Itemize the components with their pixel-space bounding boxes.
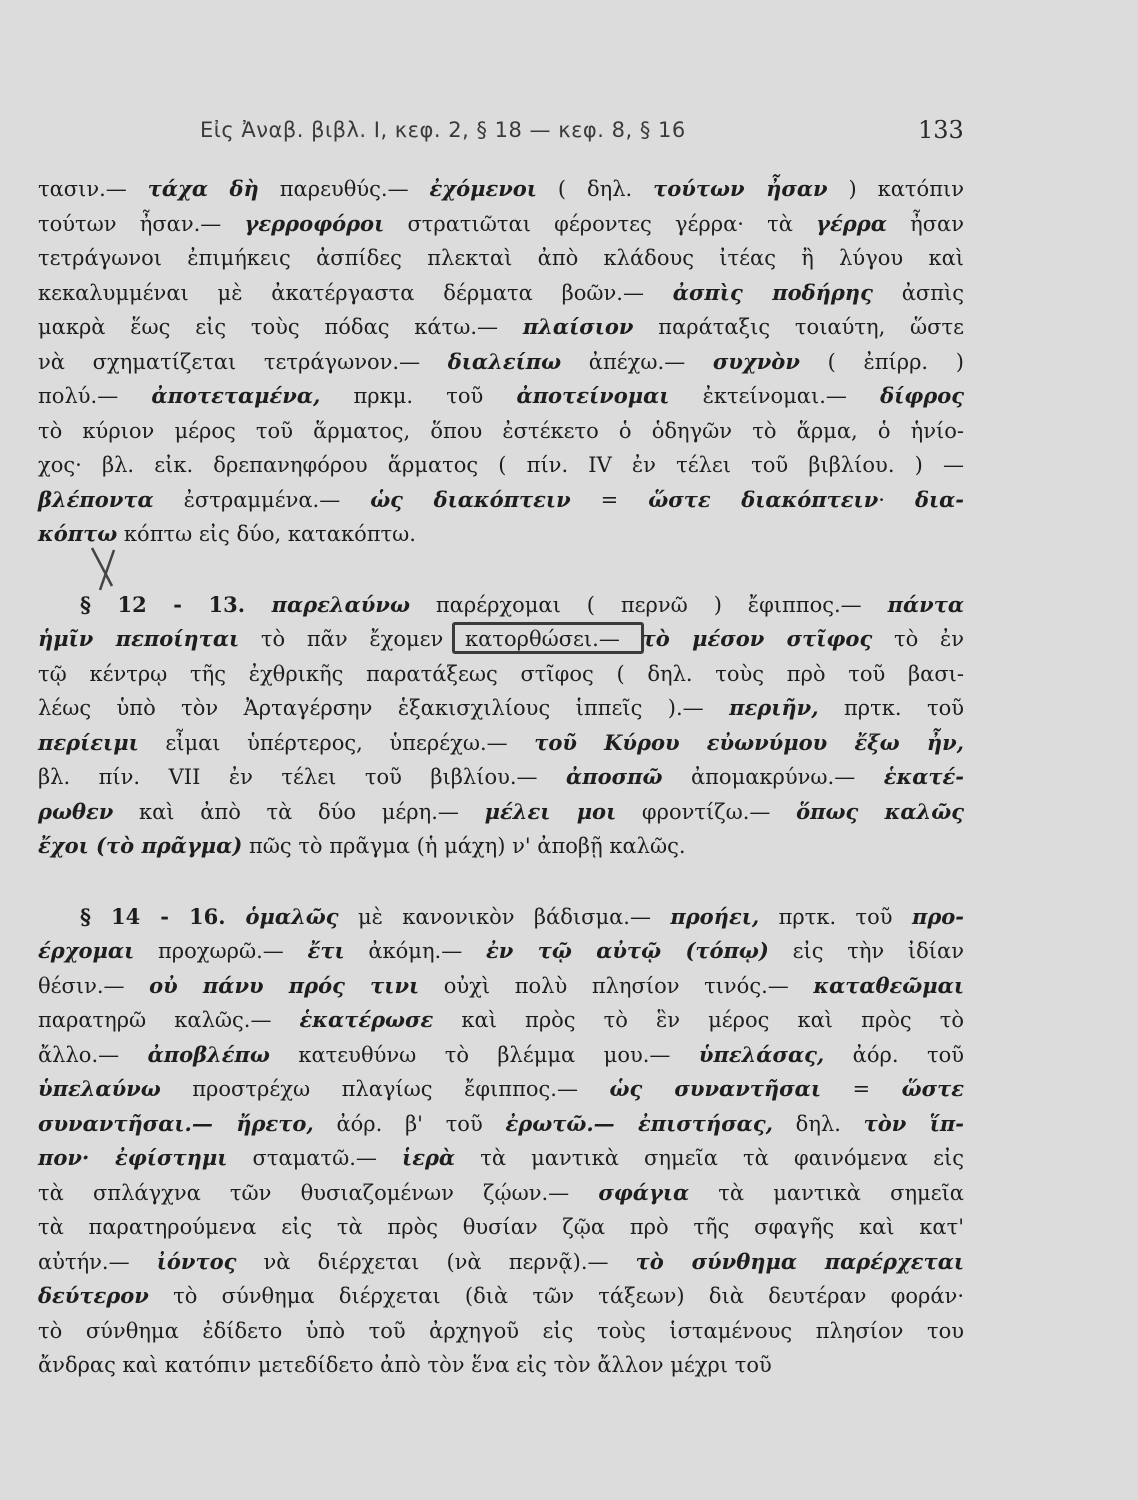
gloss-text: τούτων ἦσαν.— bbox=[38, 211, 245, 236]
gloss-text: εἰς τὴν ἰδίαν bbox=[768, 939, 964, 963]
gloss-text: στρατιῶται φέροντες γέρρα· τὰ bbox=[384, 211, 817, 236]
text-line bbox=[38, 517, 964, 552]
headword: ὥστε διακόπτειν bbox=[648, 486, 879, 512]
text-line bbox=[38, 1107, 964, 1142]
headword: πον· ἐφίστημι bbox=[38, 1145, 228, 1170]
gloss-text: ἄνδρας καὶ κατόπιν μετεδίδετο ἀπὸ τὸν ἕνα εἰς τὸν ἄλλον μέχρι τοῦ bbox=[38, 1353, 772, 1377]
headword: περίειμι bbox=[38, 729, 139, 755]
headword: πλαίσιον bbox=[522, 314, 634, 339]
gloss-text: φροντίζω.— bbox=[616, 799, 797, 824]
headword: ἑκατέ- bbox=[883, 764, 964, 789]
headword: ὁμαλῶς bbox=[245, 903, 339, 929]
gloss-text: τὰ μαντικὰ σημεῖα τὰ φαινόμενα εἰς bbox=[455, 1146, 964, 1170]
text-line bbox=[38, 276, 964, 311]
handwritten-strike-box bbox=[452, 622, 644, 654]
headword: ὡς διακόπτειν bbox=[370, 486, 571, 512]
headword: οὐ πάνυ πρός τινι bbox=[149, 972, 420, 998]
text-line bbox=[38, 969, 964, 1004]
headword: ἰόντος bbox=[156, 1248, 237, 1274]
headword: τὸ μέσον στῖφος bbox=[641, 626, 873, 651]
gloss-text: ἐστραμμένα.— bbox=[153, 487, 371, 512]
gloss-text: νὰ σχηματίζεται τετράγωνον.— bbox=[38, 349, 448, 374]
headword: δεύτερον bbox=[38, 1283, 149, 1308]
text-line bbox=[38, 1314, 964, 1349]
gloss-text: ἦσαν bbox=[886, 211, 964, 236]
gloss-text: ἀπομακρύνω.— bbox=[662, 765, 884, 789]
gloss-text: τὸ κύριον μέρος τοῦ ἅρματος, ὅπου ἐστέκετο ὁ ὁδηγῶν τὸ ἅρμα, ὁ ἡνίο- bbox=[38, 418, 964, 443]
gloss-text: προχωρῶ.— bbox=[134, 939, 308, 963]
headword: προ- bbox=[911, 903, 965, 929]
text-line bbox=[38, 900, 964, 935]
gloss-text: πῶς τὸ πρᾶγμα (ἡ μάχη) ν' ἀποβῇ καλῶς. bbox=[242, 834, 686, 858]
gloss-text: εἶμαι ὑπέρτερος, ὑπερέχω.— bbox=[138, 730, 535, 755]
headword: τὸν ἵπ- bbox=[863, 1110, 964, 1136]
paragraph bbox=[38, 900, 964, 1383]
headword: περιῆν, bbox=[729, 695, 819, 720]
text-line bbox=[38, 760, 964, 795]
gloss-text: λέως ὑπὸ τὸν Ἀρταγέρσην ἑξακισχιλίους ἱππεῖς ).— bbox=[38, 696, 730, 720]
headword: έρχομαι bbox=[38, 938, 135, 963]
headword: ἐν τῷ αὐτῷ (τόπῳ) bbox=[485, 938, 769, 963]
headword: δια- bbox=[914, 486, 964, 512]
text-line bbox=[38, 1279, 964, 1314]
gloss-text: τὸ σύνθημα ἐδίδετο ὑπὸ τοῦ ἀρχηγοῦ εἰς τοὺς ἱσταμένους πλησίον του bbox=[38, 1318, 964, 1343]
text-line bbox=[38, 795, 964, 830]
gloss-text: πρτκ. τοῦ bbox=[759, 904, 912, 929]
headword: δίφρος bbox=[880, 383, 965, 408]
headword: ἔχοι (τὸ πρᾶγμα) bbox=[38, 833, 243, 858]
gloss-text: σταματῶ.— bbox=[227, 1146, 403, 1170]
headword: σφάγια bbox=[598, 1179, 690, 1205]
paragraph-gap bbox=[38, 864, 964, 900]
text-line bbox=[38, 726, 964, 761]
headword: ἡμῖν πεποίηται bbox=[38, 626, 240, 651]
gloss-text: τὰ σπλάγχνα τῶν θυσιαζομένων ζῴων.— bbox=[38, 1180, 599, 1205]
headword: κόπτω bbox=[38, 521, 118, 546]
gloss-text: = bbox=[570, 487, 649, 512]
headword: ἱερὰ bbox=[402, 1145, 456, 1170]
gloss-text: αὐτήν.— bbox=[38, 1249, 157, 1274]
headword: τάχα δὴ bbox=[147, 176, 259, 201]
gloss-text: ( δηλ. bbox=[536, 177, 654, 201]
headword: ἐχόμενοι bbox=[429, 176, 537, 201]
headword: ὥστε bbox=[901, 1076, 964, 1101]
gloss-text: ἀόρ. τοῦ bbox=[824, 1042, 964, 1067]
text-line bbox=[38, 588, 964, 623]
commentary-body bbox=[38, 172, 964, 1383]
gloss-text: ἄλλο.— bbox=[38, 1042, 148, 1067]
text-line bbox=[38, 483, 964, 518]
headword: βλέποντα bbox=[38, 486, 154, 512]
paragraph bbox=[38, 172, 964, 552]
gloss-text: τῷ κέντρῳ τῆς ἐχθρικῆς παρατάξεως στῖφος ( δηλ. τοὺς πρὸ τοῦ βασι- bbox=[38, 661, 964, 686]
gloss-text: ἐκτείνομαι.— bbox=[669, 384, 881, 408]
text-line bbox=[38, 310, 964, 345]
headword: καταθεῶμαι bbox=[813, 972, 964, 998]
text-line bbox=[38, 1348, 964, 1383]
gloss-text: μακρὰ ἕως εἰς τοὺς πόδας κάτω.— bbox=[38, 315, 523, 339]
gloss-text: κόπτω εἰς δύο, κατακόπτω. bbox=[117, 522, 416, 546]
gloss-text: πολύ.— bbox=[38, 384, 152, 408]
headword: τὸ σύνθημα παρέρχεται bbox=[635, 1248, 965, 1274]
text-line bbox=[38, 241, 964, 276]
headword: ἐρωτῶ.— bbox=[505, 1110, 639, 1136]
gloss-text: δηλ. bbox=[772, 1111, 864, 1136]
headword: ρωθεν bbox=[38, 798, 114, 824]
text-line bbox=[38, 172, 964, 207]
headword: ἑκατέρωσε bbox=[299, 1007, 434, 1032]
headword: ἤρετο, bbox=[236, 1110, 314, 1136]
headword: γέρρα bbox=[816, 210, 887, 236]
gloss-text: · bbox=[878, 487, 915, 512]
text-line bbox=[38, 414, 964, 449]
gloss-text: τὰ παρατηρούμενα εἰς τὰ πρὸς θυσίαν ζῷα πρὸ τῆς σφαγῆς καὶ κατ' bbox=[38, 1215, 964, 1239]
gloss-text: κεκαλυμμέναι μὲ ἀκατέργαστα δέρματα βοῶν.— bbox=[38, 280, 673, 305]
gloss-text: οὐχὶ πολὺ πλησίον τινός.— bbox=[419, 973, 814, 998]
gloss-text: χος· βλ. εἰκ. δρεπανηφόρου ἅρματος ( πίν. IV ἐν τέλει τοῦ βιβλίου. ) — bbox=[38, 453, 964, 477]
gloss-text: μὲ κανονικὸν βάδισμα.— bbox=[338, 904, 671, 929]
gloss-text: καὶ πρὸς τὸ ἓν μέρος καὶ πρὸς τὸ bbox=[433, 1008, 964, 1032]
headword: ἀποτείνομαι bbox=[516, 383, 670, 408]
headword: προήει, bbox=[670, 903, 760, 929]
gloss-text: τὰ μαντικὰ σημεῖα bbox=[689, 1180, 964, 1205]
gloss-text: τὸ πᾶν ἔχομεν κατορθώσει.— bbox=[239, 627, 642, 651]
gloss-text: θέσιν.— bbox=[38, 973, 150, 998]
gloss-text: τὸ σύνθημα διέρχεται (διὰ τῶν τάξεων) διὰ δευτέραν φοράν· bbox=[148, 1284, 964, 1308]
headword: διαλείπω bbox=[447, 348, 562, 374]
section-number: § 12 - 13. bbox=[80, 591, 272, 617]
gloss-text: ἀκόμη.— bbox=[344, 939, 486, 963]
running-head: Εἰς Ἀναβ. βιβλ. Ι, κεφ. 2, § 18 — κεφ. 8, § 16 bbox=[200, 118, 686, 142]
headword: ἀποσπῶ bbox=[566, 764, 663, 789]
headword: ὑπελάσας, bbox=[698, 1041, 825, 1067]
headword: μέλει μοι bbox=[484, 798, 617, 824]
gloss-text: τὸ ἐν bbox=[872, 627, 965, 651]
headword: ἀποβλέπω bbox=[147, 1041, 270, 1067]
gloss-text: τετράγωνοι ἐπιμήκεις ἀσπίδες πλεκταὶ ἀπὸ κλάδους ἰτέας ἢ λύγου καὶ bbox=[38, 246, 964, 270]
text-line bbox=[38, 1072, 964, 1107]
gloss-text: νὰ διέρχεται (νὰ περνᾷ).— bbox=[236, 1249, 636, 1274]
gloss-text: παρατηρῶ καλῶς.— bbox=[38, 1008, 300, 1032]
headword: ἀποτεταμένα, bbox=[151, 383, 321, 408]
text-line bbox=[38, 345, 964, 380]
headword: τοῦ Κύρου εὐωνύμου ἔξω ἦν, bbox=[534, 729, 964, 755]
gloss-text: ἀόρ. β' τοῦ bbox=[313, 1111, 506, 1136]
gloss-text: καὶ ἀπὸ τὰ δύο μέρη.— bbox=[113, 799, 485, 824]
text-line bbox=[38, 1003, 964, 1038]
headword: συναντῆσαι.— bbox=[38, 1110, 237, 1136]
text-line bbox=[38, 1038, 964, 1073]
headword: πάντα bbox=[887, 591, 965, 617]
gloss-text: προστρέχω πλαγίως ἔφιππος.— bbox=[160, 1077, 610, 1101]
handwritten-x-mark bbox=[86, 546, 126, 592]
headword: ἐπιστήσας, bbox=[638, 1110, 773, 1136]
headword: παρελαύνω bbox=[271, 591, 410, 617]
gloss-text: τασιν.— bbox=[38, 177, 148, 201]
text-line bbox=[38, 934, 964, 969]
gloss-text: ἀπέχω.— bbox=[561, 349, 713, 374]
headword: ἀσπὶς ποδήρης bbox=[672, 279, 873, 305]
gloss-text: ( ἐπίρρ. ) bbox=[799, 349, 964, 374]
paragraph-gap bbox=[38, 552, 964, 588]
gloss-text: = bbox=[820, 1077, 902, 1101]
headword: ὑπελαύνω bbox=[38, 1076, 161, 1101]
gloss-text: βλ. πίν. VII ἐν τέλει τοῦ βιβλίου.— bbox=[38, 765, 567, 789]
text-line bbox=[38, 1245, 964, 1280]
text-line bbox=[38, 1176, 964, 1211]
headword: ἔτι bbox=[307, 938, 345, 963]
page-header bbox=[0, 116, 1138, 150]
text-line bbox=[38, 448, 964, 483]
section-number: § 14 - 16. bbox=[80, 903, 246, 929]
gloss-text: κατευθύνω τὸ βλέμμα μου.— bbox=[269, 1042, 699, 1067]
text-line bbox=[38, 379, 964, 414]
text-line bbox=[38, 657, 964, 692]
gloss-text: παράταξις τοιαύτη, ὥστε bbox=[633, 315, 964, 339]
headword: γερροφόροι bbox=[244, 210, 385, 236]
text-line bbox=[38, 691, 964, 726]
headword: ὅπως καλῶς bbox=[796, 798, 964, 824]
page-number: 133 bbox=[918, 116, 964, 144]
gloss-text: ἀσπὶς bbox=[872, 280, 965, 305]
gloss-text: πρκμ. τοῦ bbox=[320, 384, 517, 408]
text-line bbox=[38, 829, 964, 864]
gloss-text: πρτκ. τοῦ bbox=[818, 696, 964, 720]
text-line bbox=[38, 1210, 964, 1245]
gloss-text: ) κατόπιν bbox=[827, 177, 964, 201]
headword: ὡς συναντῆσαι bbox=[609, 1076, 821, 1101]
gloss-text: παρέρχομαι ( περνῶ ) ἔφιππος.— bbox=[409, 592, 888, 617]
headword: τούτων ἦσαν bbox=[653, 176, 828, 201]
headword: συχνὸν bbox=[712, 348, 800, 374]
gloss-text: παρευθύς.— bbox=[258, 177, 430, 201]
text-line bbox=[38, 1141, 964, 1176]
text-line bbox=[38, 207, 964, 242]
